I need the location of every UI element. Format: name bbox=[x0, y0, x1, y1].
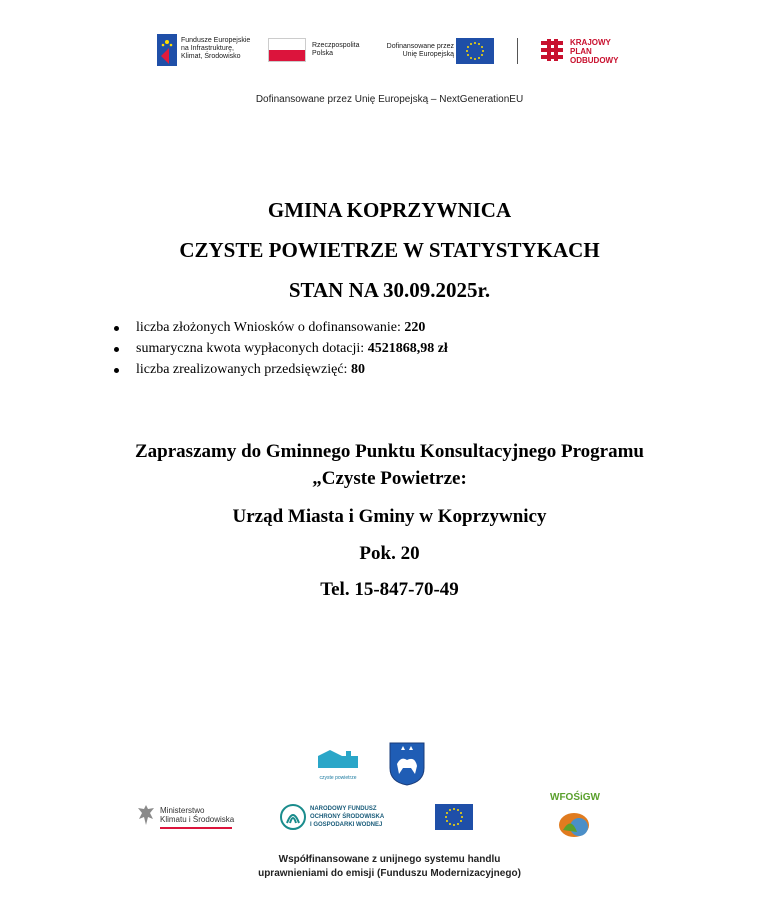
mkis-underline bbox=[160, 827, 232, 829]
logo-rzeczpospolita bbox=[268, 38, 368, 64]
koprzywnica-coat-of-arms-icon bbox=[389, 742, 425, 786]
polish-flag-icon bbox=[268, 38, 306, 62]
bottom-caption-line1: Współfinansowane z unijnego systemu handlu bbox=[278, 854, 501, 865]
fe-line1: Fundusze Europejskie bbox=[181, 37, 251, 44]
mkis-line1: Ministerstwo bbox=[160, 806, 205, 815]
logo-czyste-powietrze bbox=[316, 748, 360, 781]
kpo-emblem-icon bbox=[541, 39, 565, 63]
nfosigw-emblem-icon bbox=[280, 803, 306, 831]
fe-emblem-icon bbox=[157, 34, 177, 66]
invite-line2: „Czyste Powietrze: bbox=[312, 468, 467, 489]
czyste-powietrze-text: czyste powietrze bbox=[319, 775, 357, 781]
header-divider bbox=[517, 38, 518, 64]
invite-phone: Tel. 15-847-70-49 bbox=[320, 579, 459, 600]
rp-line1: Rzeczpospolita bbox=[312, 42, 360, 49]
logo-kpo bbox=[541, 37, 631, 65]
polish-eagle-icon bbox=[136, 803, 156, 829]
czyste-powietrze-house-icon bbox=[316, 748, 360, 770]
eu-flag-bottom-icon bbox=[435, 804, 473, 830]
logo-wfosigw bbox=[545, 792, 605, 842]
nfos-line3: I GOSPODARKI WODNEJ bbox=[310, 822, 383, 828]
title-gmina: GMINA KOPRZYWNICA bbox=[267, 198, 512, 222]
ue-line2: Unię Europejską bbox=[402, 51, 454, 58]
stat-value-wnioski: 220 bbox=[404, 320, 426, 335]
top-caption: Dofinansowane przez Unię Europejską – NextGenerationEU bbox=[255, 94, 524, 105]
invite-line3: Urząd Miasta i Gminy w Koprzywnicy bbox=[232, 506, 547, 527]
title-stan-na: STAN NA 30.09.2025r. bbox=[288, 278, 491, 302]
list-item: liczba złożonych Wniosków o dofinansowanie: 220 bbox=[112, 318, 448, 339]
bottom-caption bbox=[0, 853, 779, 881]
mkis-line2: Klimatu i Środowiska bbox=[160, 815, 235, 824]
stats-list bbox=[112, 318, 448, 381]
invite-line1: Zapraszamy do Gminnego Punktu Konsultacyjnego Programu bbox=[135, 441, 644, 462]
kpo-line3: ODBUDOWY bbox=[570, 56, 619, 65]
invite-room: Pok. 20 bbox=[359, 543, 420, 564]
wfos-text: WFOŚiGW bbox=[550, 792, 600, 803]
stat-value-przedsiewziecia: 80 bbox=[350, 362, 365, 377]
logo-ministerstwo bbox=[136, 803, 236, 831]
stat-value-kwota: 4521868,98 zł bbox=[367, 341, 448, 356]
kpo-line2: PLAN bbox=[570, 47, 592, 56]
title-czyste-powietrze: CZYSTE POWIETRZE W STATYSTYKACH bbox=[179, 238, 600, 262]
list-item: sumaryczna kwota wypłaconych dotacji: 4521868,98 zł bbox=[112, 339, 448, 360]
eu-flag-icon bbox=[456, 38, 494, 64]
logo-fundusze-europejskie bbox=[157, 34, 257, 66]
fe-line2: na Infrastrukturę, bbox=[181, 45, 234, 52]
ue-line1: Dofinansowane przez bbox=[386, 43, 454, 50]
kpo-line1: KRAJOWY bbox=[570, 38, 611, 47]
wfosigw-emblem-icon bbox=[557, 810, 591, 838]
nfos-line2: OCHRONY ŚRODOWISKA bbox=[310, 814, 385, 820]
bottom-caption-line2: uprawnieniami do emisji (Funduszu Modernizacyjnego) bbox=[258, 868, 521, 879]
fe-line3: Klimat, Środowisko bbox=[181, 53, 241, 60]
list-item: liczba zrealizowanych przedsięwzięć: 80 bbox=[112, 360, 448, 381]
logo-eu-header bbox=[378, 38, 498, 64]
nfos-line1: NARODOWY FUNDUSZ bbox=[310, 806, 377, 812]
rp-line2: Polska bbox=[312, 50, 334, 57]
logo-nfosigw bbox=[280, 803, 400, 833]
